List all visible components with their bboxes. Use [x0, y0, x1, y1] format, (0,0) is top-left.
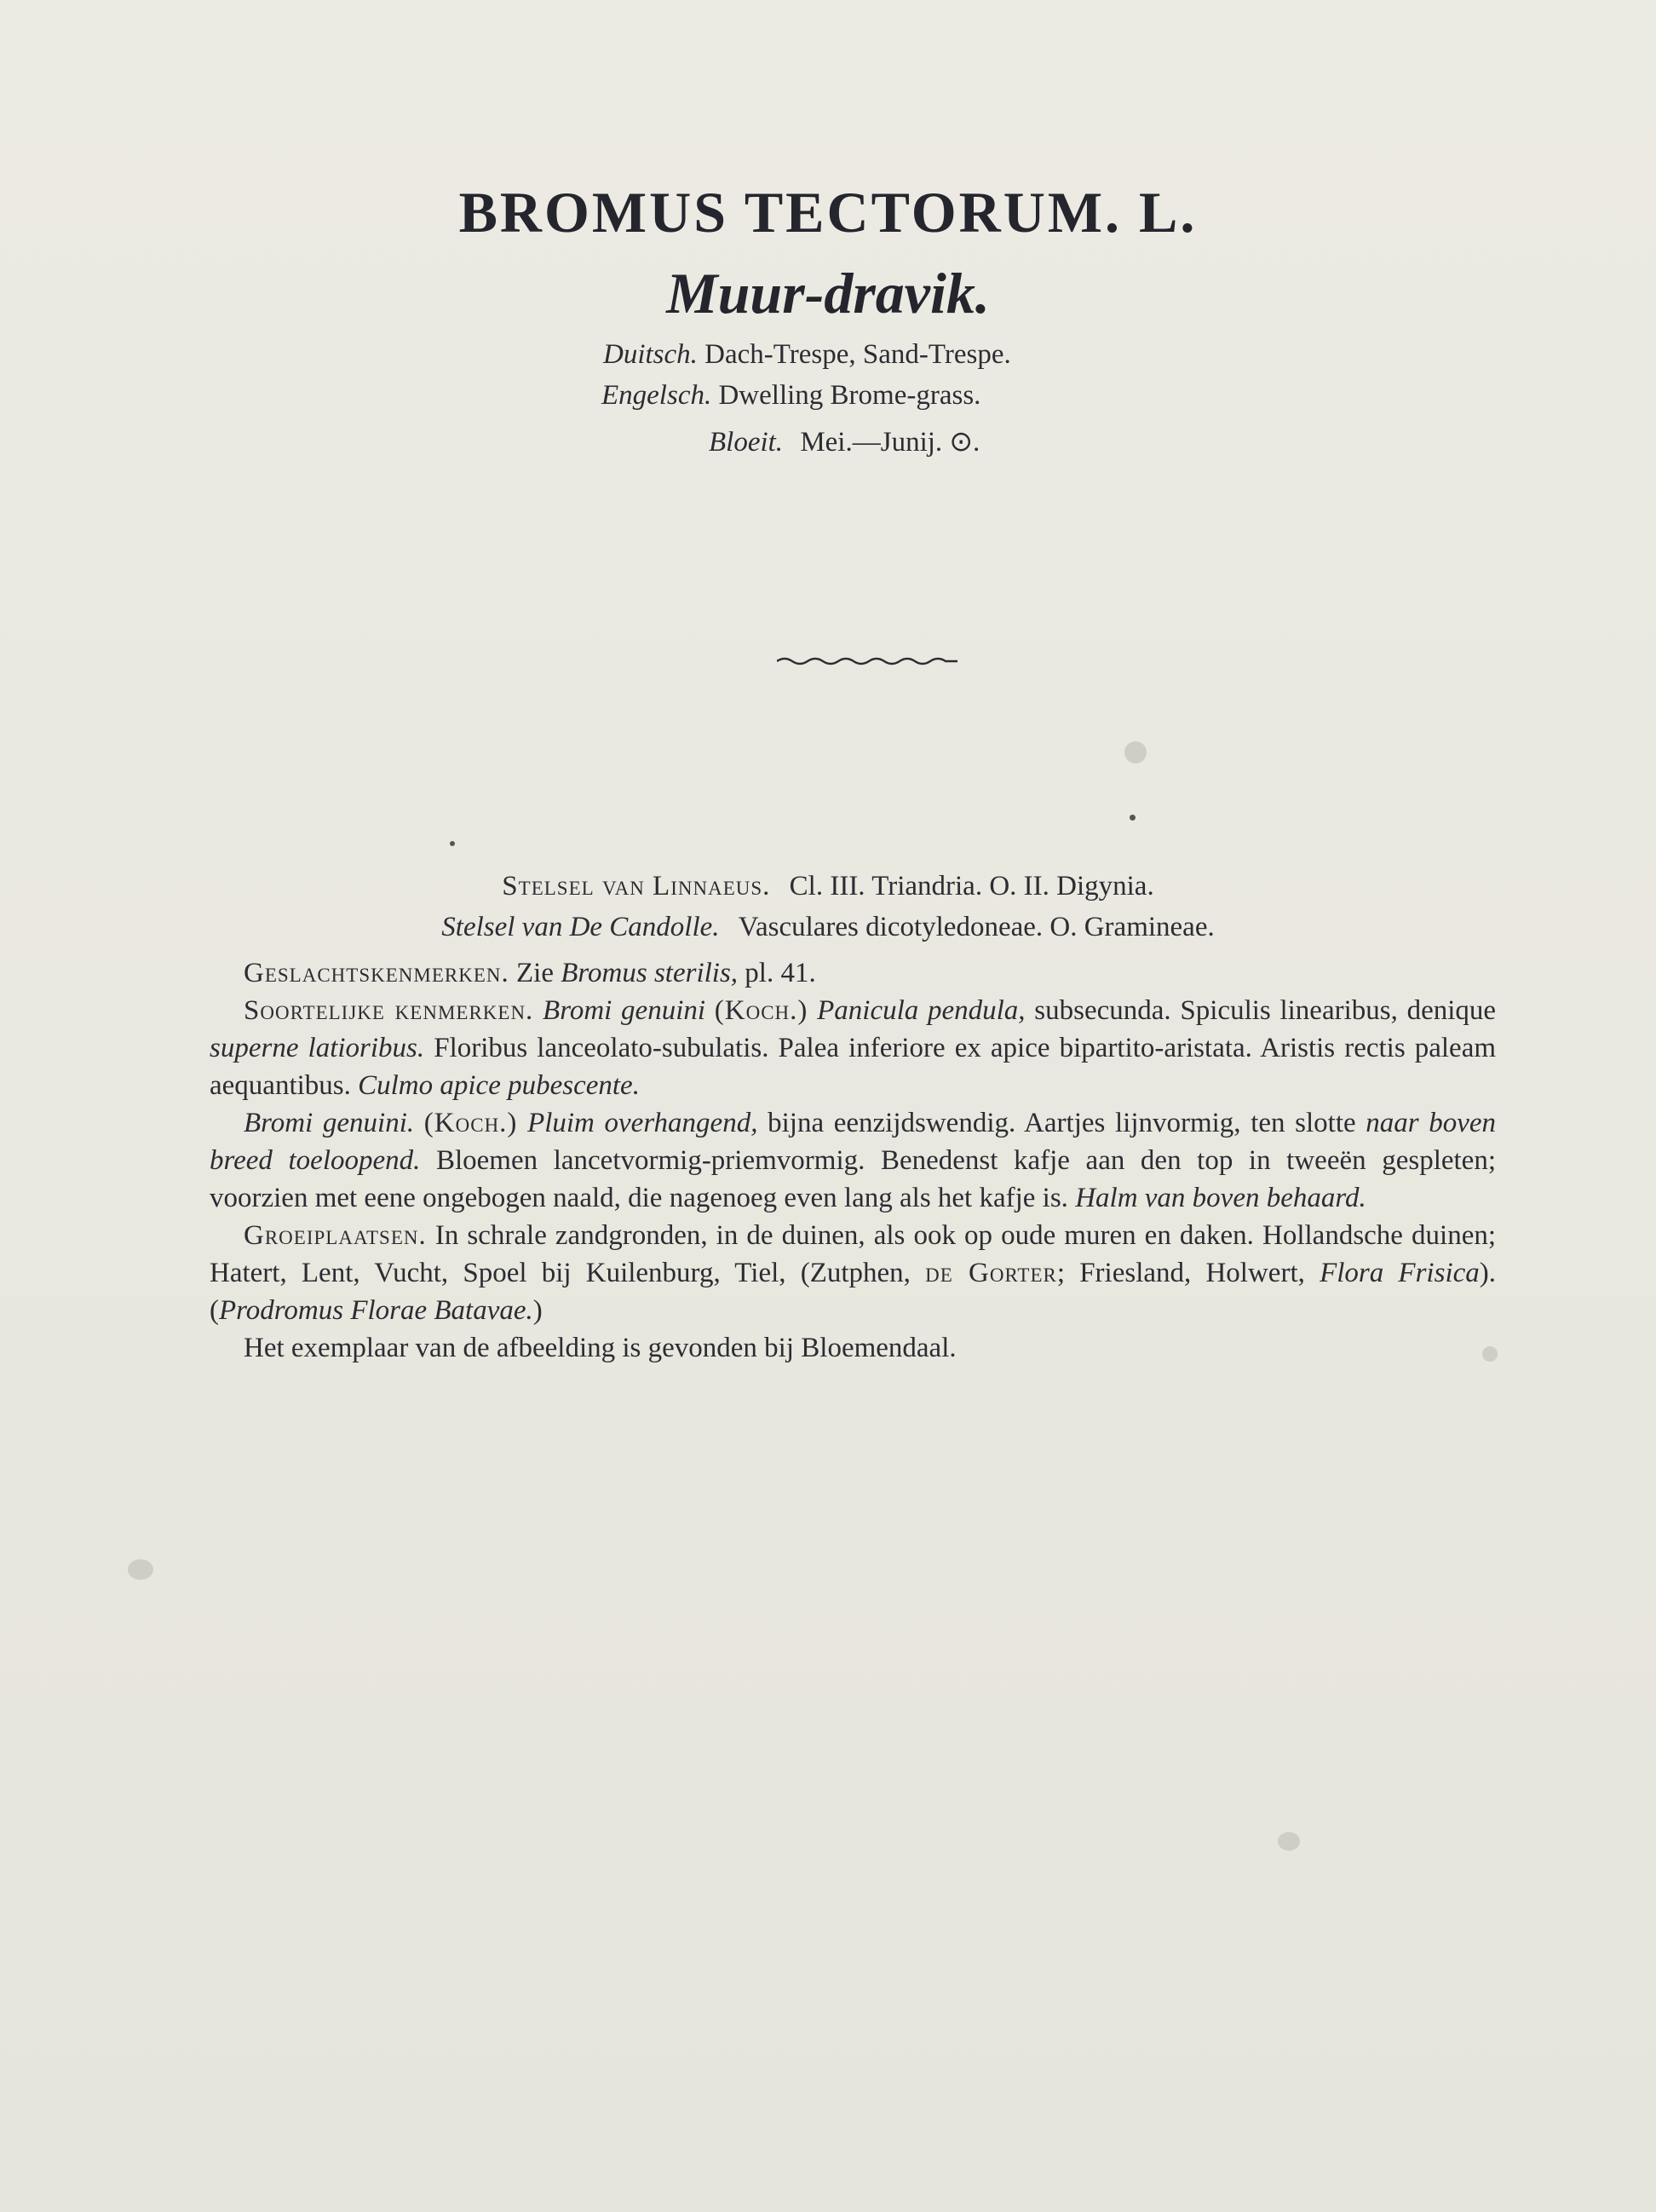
geslacht-paragraph	[210, 954, 1496, 992]
description-body	[210, 954, 1496, 1367]
nl-italic: Halm van boven behaard.	[1075, 1183, 1366, 1213]
soort-italic: Panicula pendula,	[817, 995, 1026, 1026]
bloeit-label: Bloeit.	[709, 427, 784, 458]
linnaeus-text: Cl. III. Triandria. O. II. Digynia.	[789, 871, 1154, 902]
groei-text: ). (	[210, 1258, 1497, 1326]
nl-text: bijna eenzijdswendig. Aartjes lijnvormig, ten slotte	[768, 1108, 1356, 1138]
groei-author: de Gorter	[925, 1258, 1057, 1288]
geslacht-text: Zie	[516, 958, 554, 988]
decandolle-text: Vasculares dicotyledoneae. O. Gramineae.	[738, 912, 1215, 942]
groei-italic: Flora Frisica	[1320, 1258, 1480, 1288]
soort-italic: Culmo apice pubescente.	[358, 1070, 640, 1101]
bloeit-line	[709, 424, 980, 458]
soort-italic: Bromi genuini	[543, 995, 706, 1026]
groei-label: Groeiplaatsen.	[244, 1220, 427, 1251]
soort-text: subsecunda. Spiculis linearibus, denique	[1034, 995, 1497, 1026]
groeiplaatsen-paragraph	[210, 1217, 1496, 1329]
paper-speck	[450, 841, 455, 846]
nl-text: (Koch.)	[423, 1108, 518, 1138]
groei-text: )	[532, 1295, 543, 1326]
page-subtitle: Muur-dravik.	[666, 261, 990, 325]
linnaeus-line	[0, 871, 1656, 902]
bloeit-text: Mei.—Junij. ⊙.	[800, 427, 980, 458]
duitsch-line	[603, 339, 1011, 371]
groei-italic: Prodromus Florae Batavae.	[219, 1295, 533, 1326]
paper-speck	[1130, 815, 1136, 821]
soort-text: (Koch.)	[714, 995, 808, 1026]
engelsch-text: Dwelling Brome-grass.	[718, 380, 981, 411]
soort-italic: superne latioribus.	[210, 1033, 425, 1063]
engelsch-line	[601, 380, 980, 412]
geslacht-label: Geslachtskenmerken.	[244, 958, 509, 988]
groei-text: In schrale zandgronden, in de duinen, als ook op oude muren en daken. Hollandsche duinen; Hatert, Lent, Vucht, Spoel bij Kuilenburg, Tiel, (Zutphen,	[210, 1220, 1497, 1288]
paper-speck	[128, 1559, 153, 1580]
exemplaar-paragraph: Het exemplaar van de afbeelding is gevonden bij Bloemendaal.	[244, 1333, 957, 1363]
soort-paragraph	[210, 992, 1496, 1104]
nl-italic: Bromi genuini.	[244, 1108, 415, 1138]
paper-speck	[1278, 1832, 1300, 1851]
nl-text: Bloemen lancetvormig-priemvormig. Benedenst kafje aan den top in tweeën gespleten; voorzien met eene ongebogen naald, die nagenoeg even lang als het kafje is.	[210, 1145, 1496, 1213]
soort-label: Soortelijke kenmerken.	[244, 995, 534, 1026]
page-title: BROMUS TECTORUM. L.	[458, 180, 1198, 245]
geslacht-text-end: pl. 41.	[745, 958, 816, 988]
linnaeus-label: Stelsel van Linnaeus.	[502, 871, 771, 902]
duitsch-label: Duitsch.	[603, 339, 698, 370]
paper-speck	[1124, 741, 1147, 763]
wavy-divider-icon	[777, 654, 957, 668]
dutch-description-paragraph	[210, 1104, 1496, 1217]
nl-italic: Pluim overhangend,	[527, 1108, 758, 1138]
duitsch-text: Dach-Trespe, Sand-Trespe.	[704, 339, 1011, 370]
engelsch-label: Engelsch.	[601, 380, 712, 411]
decandolle-label: Stelsel van De Candolle.	[441, 912, 720, 942]
nl-italic: naar boven breed toeloopend.	[210, 1108, 1497, 1176]
groei-text: ; Friesland, Holwert,	[1056, 1258, 1305, 1288]
geslacht-ref: Bromus sterilis,	[561, 958, 739, 988]
soort-text: Floribus lanceolato-subulatis. Palea inferiore ex apice bipartito-aristata. Aristis rectis paleam aequantibus.	[210, 1033, 1497, 1101]
decandolle-line	[0, 912, 1656, 943]
